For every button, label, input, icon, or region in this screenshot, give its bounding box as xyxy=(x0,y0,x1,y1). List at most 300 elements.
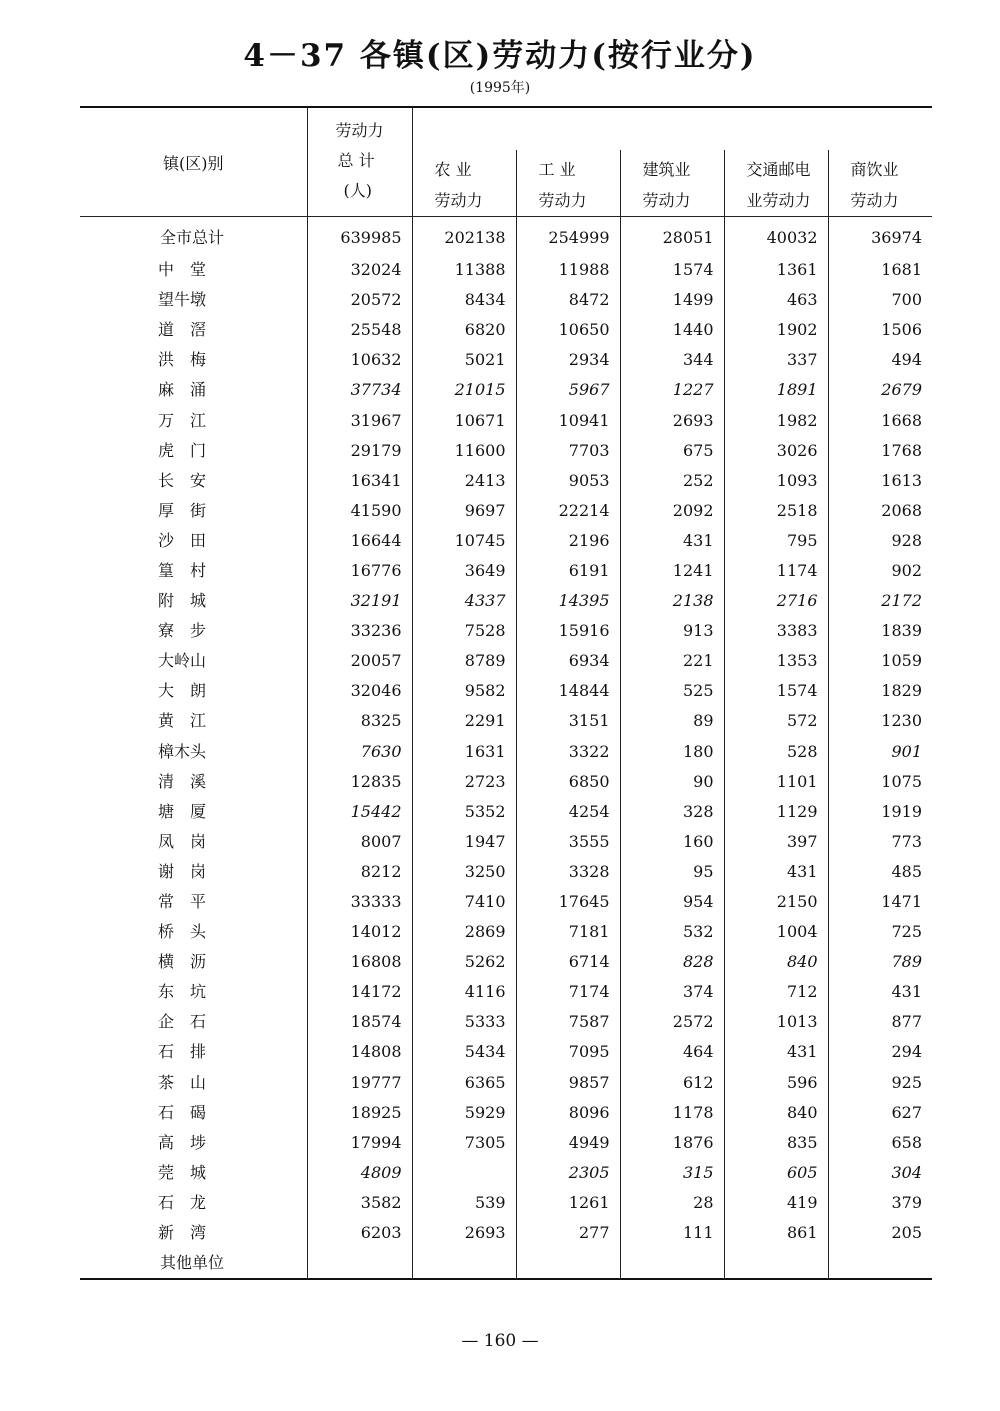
table-row xyxy=(80,466,932,496)
cell-transport: 1174 xyxy=(724,556,828,586)
cell-total: 17994 xyxy=(350,1132,402,1152)
cell-transport: 528 xyxy=(724,737,828,767)
cell-transport: 1361 xyxy=(724,255,828,285)
cell-commerce: 205 xyxy=(828,1218,932,1248)
cell-commerce: 2679 xyxy=(828,375,932,405)
header-industry-line1: 工 业 xyxy=(538,160,576,179)
row-name: 塘 厦 xyxy=(80,797,307,827)
row-name: 沙 田 xyxy=(80,526,307,556)
cell-commerce: 1613 xyxy=(828,466,932,496)
header-industry-line2: 劳动力 xyxy=(538,191,587,210)
cell-commerce: 1075 xyxy=(828,767,932,797)
row-name: 茶 山 xyxy=(80,1068,307,1098)
cell-total: 12835 xyxy=(350,771,402,791)
row-name: 樟木头 xyxy=(80,737,307,767)
cell-total: 33333 xyxy=(350,892,402,912)
cell-industry: 17645 xyxy=(516,887,620,917)
cell-commerce: 1768 xyxy=(828,436,932,466)
cell-industry: 6191 xyxy=(516,556,620,586)
cell-total: 14012 xyxy=(350,922,402,942)
cell-industry: 1261 xyxy=(516,1188,620,1218)
cell-transport: 835 xyxy=(724,1128,828,1158)
table-row xyxy=(80,285,932,315)
cell-total: 15442 xyxy=(350,801,402,821)
cell-industry: 2934 xyxy=(516,345,620,375)
row-name: 万 江 xyxy=(80,405,307,435)
cell-industry: 7703 xyxy=(516,436,620,466)
table-row xyxy=(80,1098,932,1128)
cell-agri: 5352 xyxy=(412,797,516,827)
cell-commerce: 294 xyxy=(828,1037,932,1067)
cell-agri: 539 xyxy=(412,1188,516,1218)
cell-total: 20572 xyxy=(350,290,402,310)
cell-construction: 315 xyxy=(620,1158,724,1188)
cell-agri: 11600 xyxy=(412,436,516,466)
cell-commerce: 902 xyxy=(828,556,932,586)
cell-construction: 2092 xyxy=(620,496,724,526)
cell-commerce: 2172 xyxy=(828,586,932,616)
header-total-line3: (人) xyxy=(343,181,372,200)
row-name: 其他单位 xyxy=(80,1248,307,1279)
table-row xyxy=(80,977,932,1007)
cell-construction: 111 xyxy=(620,1218,724,1248)
table-row xyxy=(80,857,932,887)
row-name: 寮 步 xyxy=(80,616,307,646)
table-row xyxy=(80,586,932,616)
cell-total: 32191 xyxy=(350,591,402,611)
cell-construction: 828 xyxy=(620,947,724,977)
cell-agri: 3649 xyxy=(412,556,516,586)
row-name: 望牛墩 xyxy=(80,285,307,315)
table-row xyxy=(80,616,932,646)
cell-total xyxy=(307,1248,412,1279)
cell-agri: 9582 xyxy=(412,676,516,706)
cell-agri: 1631 xyxy=(412,737,516,767)
cell-total: 16644 xyxy=(350,530,402,550)
cell-construction: 252 xyxy=(620,466,724,496)
cell-total: 14172 xyxy=(350,982,402,1002)
cell-commerce: 1230 xyxy=(828,706,932,736)
cell-industry: 8096 xyxy=(516,1098,620,1128)
cell-commerce: 901 xyxy=(828,737,932,767)
row-name: 常 平 xyxy=(80,887,307,917)
table-row xyxy=(80,217,932,256)
cell-construction xyxy=(620,1248,724,1279)
cell-commerce: 379 xyxy=(828,1188,932,1218)
table-header xyxy=(80,107,932,217)
cell-transport: 1093 xyxy=(724,466,828,496)
cell-agri: 11388 xyxy=(412,255,516,285)
cell-commerce: 627 xyxy=(828,1098,932,1128)
table-row xyxy=(80,767,932,797)
cell-construction: 612 xyxy=(620,1068,724,1098)
cell-industry: 6714 xyxy=(516,947,620,977)
cell-industry: 7181 xyxy=(516,917,620,947)
header-transport-line2: 业劳动力 xyxy=(746,191,811,210)
cell-total: 33236 xyxy=(350,621,402,641)
cell-commerce: 494 xyxy=(828,345,932,375)
cell-transport: 337 xyxy=(724,345,828,375)
row-name: 清 溪 xyxy=(80,767,307,797)
cell-commerce: 928 xyxy=(828,526,932,556)
cell-total: 31967 xyxy=(350,410,402,430)
cell-transport: 40032 xyxy=(724,217,828,256)
cell-total: 32024 xyxy=(350,260,402,280)
cell-agri: 3250 xyxy=(412,857,516,887)
row-name: 凤 岗 xyxy=(80,827,307,857)
cell-construction: 89 xyxy=(620,706,724,736)
cell-transport: 840 xyxy=(724,947,828,977)
cell-industry: 7174 xyxy=(516,977,620,1007)
cell-commerce: 1471 xyxy=(828,887,932,917)
row-name: 东 坑 xyxy=(80,977,307,1007)
header-total-line2: 总 计 xyxy=(337,151,375,170)
labor-force-table xyxy=(80,106,932,1280)
cell-transport: 2150 xyxy=(724,887,828,917)
header-transport xyxy=(724,150,828,217)
cell-transport: 1891 xyxy=(724,375,828,405)
cell-transport: 1129 xyxy=(724,797,828,827)
cell-industry: 277 xyxy=(516,1218,620,1248)
header-total-line1: 劳动力 xyxy=(335,121,384,140)
cell-transport: 2518 xyxy=(724,496,828,526)
cell-industry: 10650 xyxy=(516,315,620,345)
cell-transport: 1574 xyxy=(724,676,828,706)
table-row xyxy=(80,737,932,767)
cell-construction: 160 xyxy=(620,827,724,857)
cell-total: 16341 xyxy=(350,470,402,490)
table-row xyxy=(80,255,932,285)
cell-agri: 5262 xyxy=(412,947,516,977)
cell-total: 16776 xyxy=(350,560,402,580)
cell-commerce: 1919 xyxy=(828,797,932,827)
cell-construction: 1876 xyxy=(620,1128,724,1158)
cell-total: 16808 xyxy=(350,952,402,972)
cell-transport: 840 xyxy=(724,1098,828,1128)
cell-total: 10632 xyxy=(350,350,402,370)
table-row xyxy=(80,947,932,977)
cell-total: 19777 xyxy=(350,1072,402,1092)
cell-industry: 3322 xyxy=(516,737,620,767)
cell-total: 29179 xyxy=(350,440,402,460)
cell-commerce: 658 xyxy=(828,1128,932,1158)
cell-transport: 2716 xyxy=(724,586,828,616)
cell-construction: 1440 xyxy=(620,315,724,345)
cell-transport xyxy=(724,1248,828,1279)
cell-agri: 5333 xyxy=(412,1007,516,1037)
cell-construction: 1574 xyxy=(620,255,724,285)
row-name: 麻 涌 xyxy=(80,375,307,405)
cell-agri: 8434 xyxy=(412,285,516,315)
cell-total: 18574 xyxy=(350,1012,402,1032)
cell-agri: 8789 xyxy=(412,646,516,676)
cell-agri: 7305 xyxy=(412,1128,516,1158)
row-name: 长 安 xyxy=(80,466,307,496)
table-row xyxy=(80,1007,932,1037)
cell-construction: 913 xyxy=(620,616,724,646)
table-row xyxy=(80,315,932,345)
cell-agri: 5021 xyxy=(412,345,516,375)
cell-industry: 2305 xyxy=(516,1158,620,1188)
row-name: 企 石 xyxy=(80,1007,307,1037)
table-row xyxy=(80,1158,932,1188)
cell-commerce: 431 xyxy=(828,977,932,1007)
cell-total: 3582 xyxy=(360,1192,402,1212)
cell-transport: 431 xyxy=(724,1037,828,1067)
cell-construction: 28051 xyxy=(620,217,724,256)
cell-construction: 28 xyxy=(620,1188,724,1218)
cell-agri xyxy=(412,1158,516,1188)
cell-agri: 5929 xyxy=(412,1098,516,1128)
cell-transport: 3026 xyxy=(724,436,828,466)
page-number: — 160 — xyxy=(461,1331,539,1351)
header-commerce-line1: 商饮业 xyxy=(850,160,899,179)
header-agri xyxy=(412,150,516,217)
cell-agri: 9697 xyxy=(412,496,516,526)
row-name: 黄 江 xyxy=(80,706,307,736)
cell-transport: 3383 xyxy=(724,616,828,646)
cell-industry xyxy=(516,1248,620,1279)
header-transport-line1: 交通邮电 xyxy=(746,160,811,179)
cell-total: 8007 xyxy=(360,831,402,851)
row-name: 道 滘 xyxy=(80,315,307,345)
row-name: 厚 街 xyxy=(80,496,307,526)
cell-construction: 344 xyxy=(620,345,724,375)
cell-industry: 4949 xyxy=(516,1128,620,1158)
cell-total: 32046 xyxy=(350,681,402,701)
header-agri-line1: 农 业 xyxy=(434,160,472,179)
header-agri-line2: 劳动力 xyxy=(434,191,483,210)
row-name: 虎 门 xyxy=(80,436,307,466)
row-name: 大 朗 xyxy=(80,676,307,706)
cell-total: 37734 xyxy=(350,380,402,400)
table-row xyxy=(80,436,932,466)
cell-total: 14808 xyxy=(350,1042,402,1062)
cell-agri xyxy=(412,1248,516,1279)
header-construction xyxy=(620,150,724,217)
table-row xyxy=(80,887,932,917)
row-name: 高 埗 xyxy=(80,1128,307,1158)
table-row xyxy=(80,496,932,526)
cell-commerce: 2068 xyxy=(828,496,932,526)
cell-construction: 532 xyxy=(620,917,724,947)
cell-agri: 7410 xyxy=(412,887,516,917)
table-row xyxy=(80,1037,932,1067)
cell-agri: 10745 xyxy=(412,526,516,556)
cell-construction: 374 xyxy=(620,977,724,1007)
cell-agri: 2693 xyxy=(412,1218,516,1248)
table-row xyxy=(80,345,932,375)
row-name: 石 碣 xyxy=(80,1098,307,1128)
cell-construction: 2138 xyxy=(620,586,724,616)
cell-industry: 3151 xyxy=(516,706,620,736)
row-name: 篁 村 xyxy=(80,556,307,586)
row-name: 桥 头 xyxy=(80,917,307,947)
cell-agri: 4337 xyxy=(412,586,516,616)
table-row xyxy=(80,676,932,706)
cell-transport: 572 xyxy=(724,706,828,736)
row-name: 附 城 xyxy=(80,586,307,616)
cell-agri: 10671 xyxy=(412,405,516,435)
cell-construction: 1178 xyxy=(620,1098,724,1128)
header-region: 镇(区)别 xyxy=(80,107,307,217)
header-industry xyxy=(516,150,620,217)
cell-commerce: 925 xyxy=(828,1068,932,1098)
table-row xyxy=(80,917,932,947)
cell-construction: 1227 xyxy=(620,375,724,405)
cell-agri: 202138 xyxy=(412,217,516,256)
cell-transport: 1013 xyxy=(724,1007,828,1037)
cell-construction: 431 xyxy=(620,526,724,556)
cell-agri: 21015 xyxy=(412,375,516,405)
cell-construction: 1241 xyxy=(620,556,724,586)
cell-commerce: 1506 xyxy=(828,315,932,345)
cell-transport: 605 xyxy=(724,1158,828,1188)
cell-agri: 6820 xyxy=(412,315,516,345)
cell-industry: 14395 xyxy=(516,586,620,616)
cell-commerce: 1668 xyxy=(828,405,932,435)
cell-construction: 2572 xyxy=(620,1007,724,1037)
cell-total: 8325 xyxy=(360,711,402,731)
cell-agri: 2291 xyxy=(412,706,516,736)
cell-industry: 4254 xyxy=(516,797,620,827)
cell-total: 41590 xyxy=(350,500,402,520)
cell-commerce: 773 xyxy=(828,827,932,857)
cell-transport: 1004 xyxy=(724,917,828,947)
cell-industry: 22214 xyxy=(516,496,620,526)
cell-industry: 11988 xyxy=(516,255,620,285)
cell-construction: 464 xyxy=(620,1037,724,1067)
cell-industry: 7587 xyxy=(516,1007,620,1037)
row-name: 石 排 xyxy=(80,1037,307,1067)
cell-transport: 1982 xyxy=(724,405,828,435)
table-row xyxy=(80,1068,932,1098)
cell-construction: 1499 xyxy=(620,285,724,315)
row-name: 洪 梅 xyxy=(80,345,307,375)
cell-total: 4809 xyxy=(360,1162,402,1182)
cell-construction: 328 xyxy=(620,797,724,827)
cell-industry: 3555 xyxy=(516,827,620,857)
cell-agri: 2869 xyxy=(412,917,516,947)
table-body xyxy=(80,217,932,1280)
table-row xyxy=(80,1218,932,1248)
cell-transport: 431 xyxy=(724,857,828,887)
cell-construction: 95 xyxy=(620,857,724,887)
row-name: 新 湾 xyxy=(80,1218,307,1248)
cell-total: 7630 xyxy=(360,741,402,761)
cell-commerce: 36974 xyxy=(828,217,932,256)
cell-transport: 1902 xyxy=(724,315,828,345)
cell-construction: 90 xyxy=(620,767,724,797)
table-row xyxy=(80,797,932,827)
cell-construction: 180 xyxy=(620,737,724,767)
cell-total: 20057 xyxy=(350,651,402,671)
cell-total: 18925 xyxy=(350,1102,402,1122)
cell-agri: 1947 xyxy=(412,827,516,857)
cell-industry: 15916 xyxy=(516,616,620,646)
cell-commerce: 789 xyxy=(828,947,932,977)
row-name: 石 龙 xyxy=(80,1188,307,1218)
cell-agri: 6365 xyxy=(412,1068,516,1098)
cell-industry: 6850 xyxy=(516,767,620,797)
cell-transport: 596 xyxy=(724,1068,828,1098)
cell-total: 639985 xyxy=(340,228,402,247)
cell-commerce: 304 xyxy=(828,1158,932,1188)
table-row xyxy=(80,827,932,857)
header-commerce xyxy=(828,150,932,217)
cell-total: 8212 xyxy=(360,861,402,881)
cell-industry: 14844 xyxy=(516,676,620,706)
table-row xyxy=(80,375,932,405)
table-row xyxy=(80,646,932,676)
cell-transport: 795 xyxy=(724,526,828,556)
row-name: 横 沥 xyxy=(80,947,307,977)
row-name: 大岭山 xyxy=(80,646,307,676)
cell-commerce xyxy=(828,1248,932,1279)
cell-transport: 712 xyxy=(724,977,828,1007)
cell-industry: 7095 xyxy=(516,1037,620,1067)
header-total xyxy=(307,107,412,217)
table-row xyxy=(80,1248,932,1279)
cell-commerce: 1059 xyxy=(828,646,932,676)
cell-industry: 254999 xyxy=(516,217,620,256)
cell-total: 25548 xyxy=(350,320,402,340)
cell-total: 6203 xyxy=(360,1223,402,1243)
table-subtitle: (1995年) xyxy=(469,80,531,96)
cell-industry: 9053 xyxy=(516,466,620,496)
cell-commerce: 700 xyxy=(828,285,932,315)
cell-commerce: 485 xyxy=(828,857,932,887)
cell-agri: 7528 xyxy=(412,616,516,646)
cell-transport: 397 xyxy=(724,827,828,857)
cell-construction: 525 xyxy=(620,676,724,706)
header-construction-line2: 劳动力 xyxy=(642,191,691,210)
cell-agri: 2413 xyxy=(412,466,516,496)
cell-industry: 9857 xyxy=(516,1068,620,1098)
cell-industry: 10941 xyxy=(516,405,620,435)
cell-industry: 8472 xyxy=(516,285,620,315)
row-name: 谢 岗 xyxy=(80,857,307,887)
cell-industry: 3328 xyxy=(516,857,620,887)
table-row xyxy=(80,706,932,736)
cell-transport: 1353 xyxy=(724,646,828,676)
cell-agri: 4116 xyxy=(412,977,516,1007)
cell-transport: 419 xyxy=(724,1188,828,1218)
cell-construction: 675 xyxy=(620,436,724,466)
cell-construction: 221 xyxy=(620,646,724,676)
table-row xyxy=(80,1188,932,1218)
cell-transport: 861 xyxy=(724,1218,828,1248)
cell-commerce: 1681 xyxy=(828,255,932,285)
header-commerce-line2: 劳动力 xyxy=(850,191,899,210)
cell-construction: 2693 xyxy=(620,405,724,435)
cell-agri: 2723 xyxy=(412,767,516,797)
cell-commerce: 1839 xyxy=(828,616,932,646)
cell-industry: 2196 xyxy=(516,526,620,556)
cell-commerce: 725 xyxy=(828,917,932,947)
table-title: 4－37 各镇(区)劳动力(按行业分) xyxy=(243,38,757,74)
cell-transport: 463 xyxy=(724,285,828,315)
cell-agri: 5434 xyxy=(412,1037,516,1067)
row-name: 全市总计 xyxy=(80,217,307,256)
cell-industry: 5967 xyxy=(516,375,620,405)
row-name: 中 堂 xyxy=(80,255,307,285)
cell-industry: 6934 xyxy=(516,646,620,676)
table-row xyxy=(80,526,932,556)
cell-transport: 1101 xyxy=(724,767,828,797)
table-row xyxy=(80,405,932,435)
row-name: 莞 城 xyxy=(80,1158,307,1188)
